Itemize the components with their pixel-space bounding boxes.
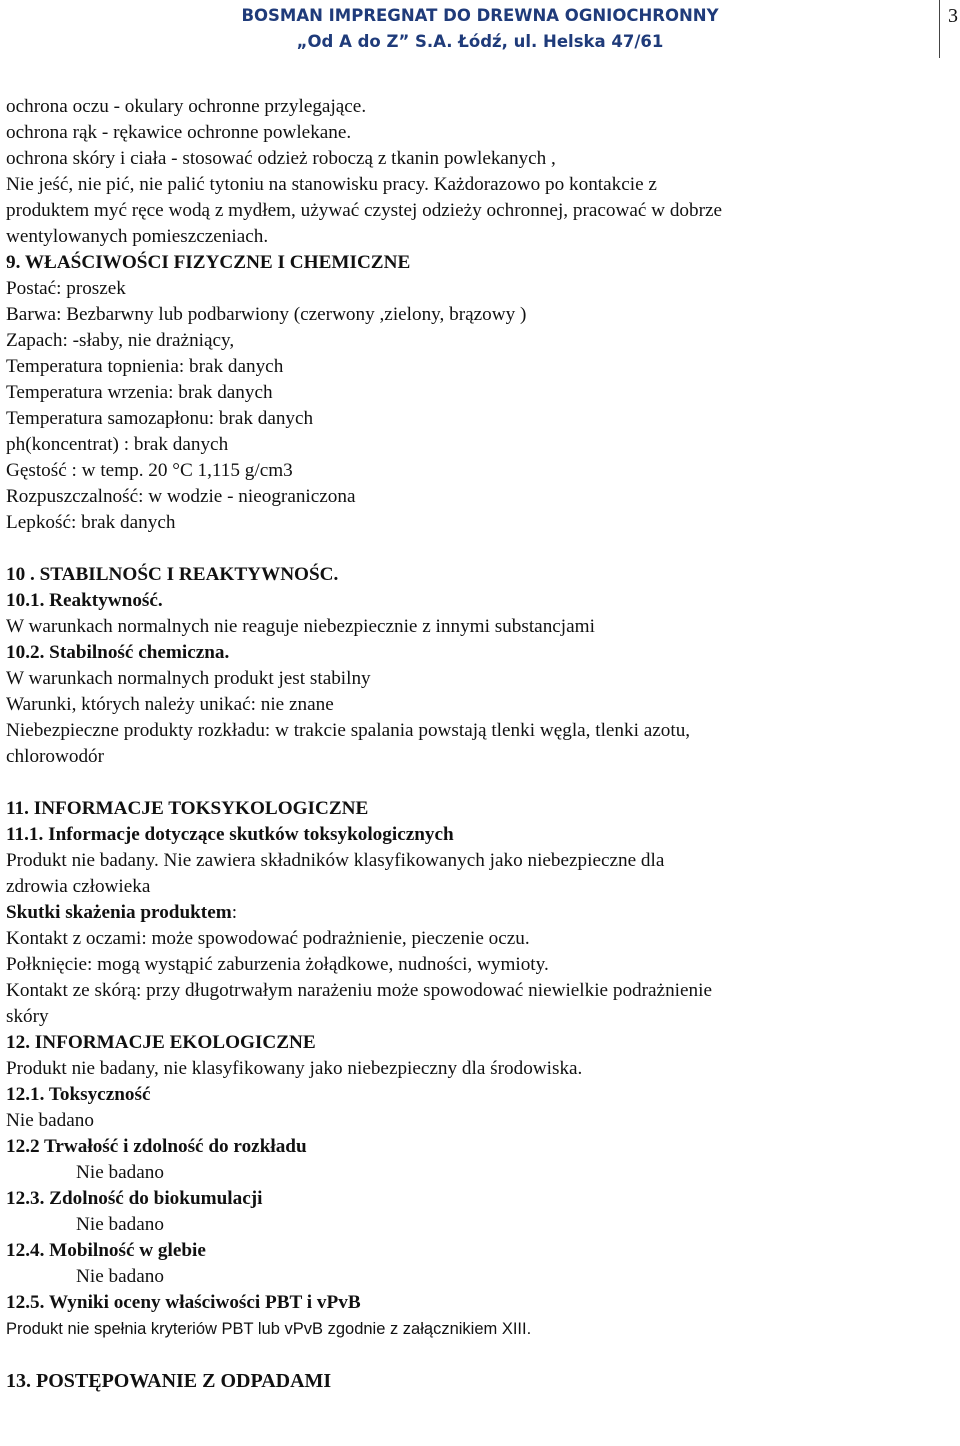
property-line: Temperatura wrzenia: brak danych	[6, 382, 273, 403]
section-10-1-heading: 10.1. Reaktywność.	[6, 590, 163, 611]
section-12-3-text: Nie badano	[76, 1214, 164, 1235]
section-11-heading: 11. INFORMACJE TOKSYKOLOGICZNE	[6, 798, 369, 819]
spacer	[6, 1342, 916, 1368]
effect-line: skóry	[6, 1006, 49, 1027]
effect-line: Kontakt ze skórą: przy długotrwałym narażeniu może spowodować niewielkie podrażnienie	[6, 980, 712, 1001]
property-line: Temperatura topnienia: brak danych	[6, 356, 284, 377]
property-line: Zapach: -słaby, nie drażniący,	[6, 330, 235, 351]
page-header	[0, 0, 960, 62]
toxicology-line: Produkt nie badany. Nie zawiera składników klasyfikowanych jako niebezpieczne dla	[6, 850, 665, 871]
section-12-heading: 12. INFORMACJE EKOLOGICZNE	[6, 1032, 316, 1053]
section-10-2-heading: 10.2. Stabilność chemiczna.	[6, 642, 230, 663]
section-12-1-text: Nie badano	[6, 1110, 94, 1131]
property-line: Gęstość : w temp. 20 °C 1,115 g/cm3	[6, 460, 293, 481]
property-line: Postać: proszek	[6, 278, 126, 299]
section-12-2-text: Nie badano	[76, 1162, 164, 1183]
protection-hands: ochrona rąk - rękawice ochronne powlekane.	[6, 122, 352, 143]
property-line: Rozpuszczalność: w wodzie - nieograniczona	[6, 486, 356, 507]
section-12-1-heading: 12.1. Toksyczność	[6, 1084, 151, 1105]
effects-heading-colon: :	[231, 902, 238, 923]
section-12-4-heading: 12.4. Mobilność w glebie	[6, 1240, 206, 1261]
document-body	[6, 94, 916, 1394]
toxicology-line: zdrowia człowieka	[6, 876, 151, 897]
section-10-heading: 10 . STABILNOŚC I REAKTYWNOŚC.	[6, 564, 339, 585]
header-title: BOSMAN IMPREGNAT DO DREWNA OGNIOCHRONNY	[241, 6, 719, 25]
spacer	[6, 770, 916, 796]
stability-line: Niebezpieczne produkty rozkładu: w trakcie spalania powstają tlenki węgla, tlenki azotu,	[6, 720, 691, 741]
section-10-1-text: W warunkach normalnych nie reaguje niebezpiecznie z innymi substancjami	[6, 616, 595, 637]
section-12-2-heading: 12.2 Trwałość i zdolność do rozkładu	[6, 1136, 307, 1157]
section-12-5-text: Produkt nie spełnia kryteriów PBT lub vPvB zgodnie z załącznikiem XIII.	[6, 1320, 532, 1338]
protection-skin: ochrona skóry i ciała - stosować odzież roboczą z tkanin powlekanych ,	[6, 148, 556, 169]
header-subtitle: „Od A do Z” S.A. Łódź, ul. Helska 47/61	[296, 32, 664, 51]
protection-eyes: ochrona oczu - okulary ochronne przylegające.	[6, 96, 367, 117]
effects-heading-line	[6, 900, 916, 926]
effect-line: Połknięcie: mogą wystąpić zaburzenia żołądkowe, nudności, wymioty.	[6, 954, 549, 975]
property-line: ph(koncentrat) : brak danych	[6, 434, 229, 455]
section-12-5-heading: 12.5. Wyniki oceny właściwości PBT i vPvB	[6, 1292, 361, 1313]
property-line: Lepkość: brak danych	[6, 512, 176, 533]
hygiene-line: Nie jeść, nie pić, nie palić tytoniu na stanowisku pracy. Każdorazowo po kontakcie z	[6, 174, 657, 195]
section-12-4-text: Nie badano	[76, 1266, 164, 1287]
effects-heading: Skutki skażenia produktem	[6, 902, 232, 923]
effect-line: Kontakt z oczami: może spowodować podrażnienie, pieczenie oczu.	[6, 928, 530, 949]
property-line: Barwa: Bezbarwny lub podbarwiony (czerwony ,zielony, brązowy )	[6, 304, 527, 325]
stability-line: W warunkach normalnych produkt jest stabilny	[6, 668, 371, 689]
page-number: 3	[948, 5, 958, 27]
section-12-3-heading: 12.3. Zdolność do biokumulacji	[6, 1188, 263, 1209]
spacer	[6, 536, 916, 562]
stability-line: Warunki, których należy unikać: nie znane	[6, 694, 334, 715]
hygiene-line: produktem myć ręce wodą z mydłem, używać czystej odzieży ochronnej, pracować w dobrze	[6, 200, 723, 221]
section-13-heading: 13. POSTĘPOWANIE Z ODPADAMI	[6, 1370, 332, 1392]
section-9-heading: 9. WŁAŚCIWOŚCI FIZYCZNE I CHEMICZNE	[6, 252, 411, 273]
stability-line: chlorowodór	[6, 746, 105, 767]
hygiene-line: wentylowanych pomieszczeniach.	[6, 226, 269, 247]
section-12-intro: Produkt nie badany, nie klasyfikowany jako niebezpieczny dla środowiska.	[6, 1058, 583, 1079]
property-line: Temperatura samozapłonu: brak danych	[6, 408, 314, 429]
page-number-divider	[939, 0, 940, 58]
section-11-1-heading: 11.1. Informacje dotyczące skutków toksykologicznych	[6, 824, 454, 845]
